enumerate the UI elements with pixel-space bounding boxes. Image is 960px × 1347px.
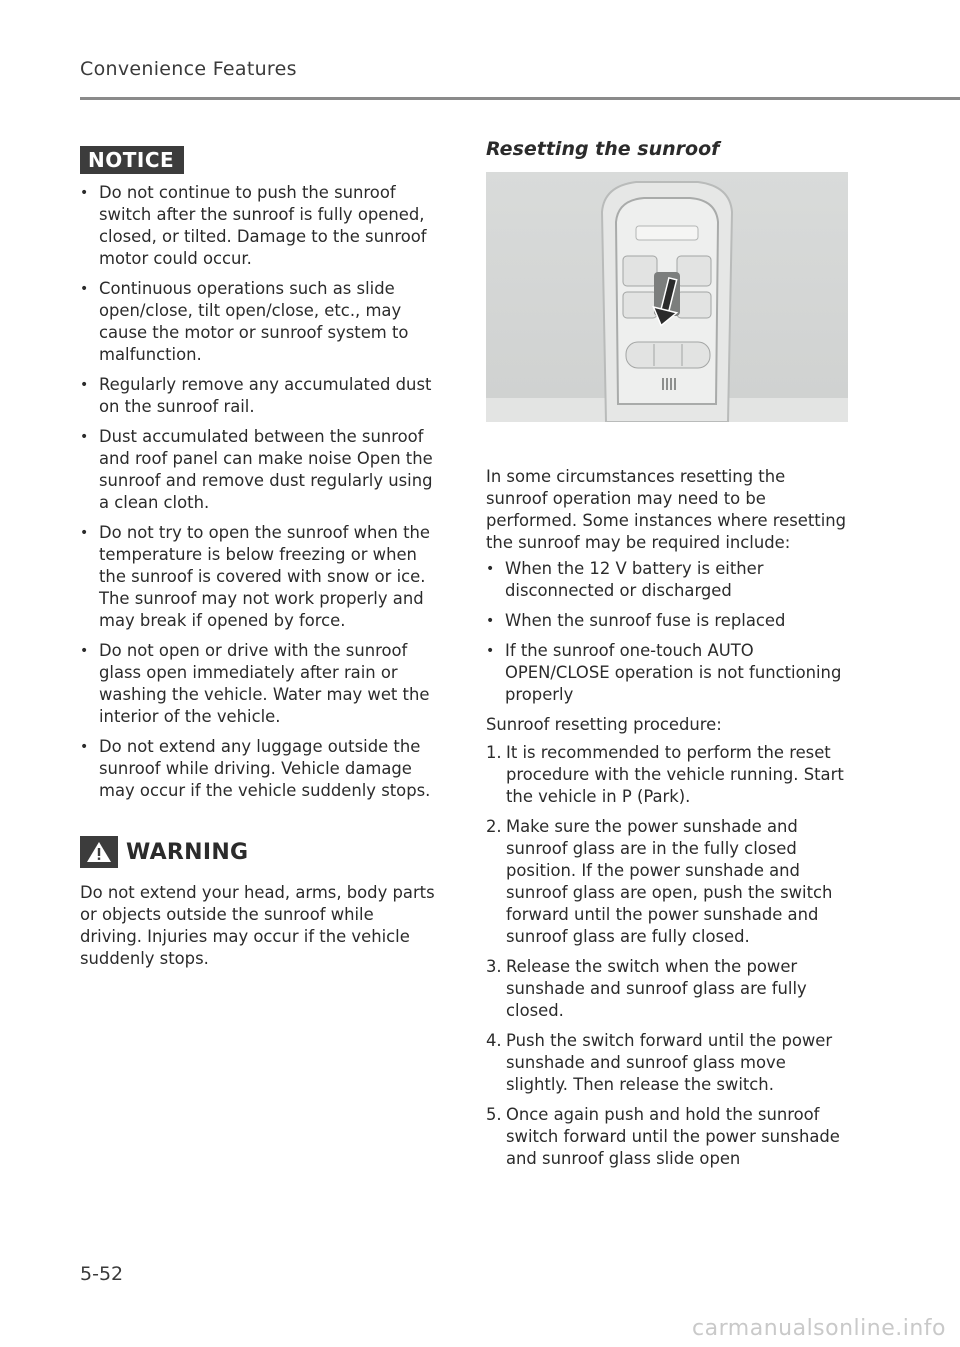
left-column (80, 146, 440, 970)
procedure-step (486, 956, 850, 1022)
procedure-step (486, 1104, 850, 1170)
reset-conditions-list (486, 558, 850, 706)
notice-item: • Do not open or drive with the sunroof glass open immediately after rain or washing the vehicle. Water may wet the interior of the vehicle. (80, 640, 440, 728)
right-column (486, 138, 850, 1178)
notice-item: • Do not try to open the sunroof when the temperature is below freezing or when the sunroof is covered with snow or ice. The sunroof may not work properly and may break if opened by force. (80, 522, 440, 632)
procedure-step (486, 816, 850, 948)
step-text: Make sure the power sunshade and sunroof glass are in the fully closed position. If the power sunshade and sunroof glass are open, push the switch forward until the power sunshade and sunroof glass are fully closed. (506, 817, 833, 946)
step-text: Push the switch forward until the power sunshade and sunroof glass move slightly. Then release the switch. (506, 1031, 833, 1094)
overhead-console-illustration (486, 172, 848, 422)
warning-triangle-icon (80, 836, 118, 868)
procedure-steps (486, 742, 850, 1170)
procedure-step (486, 1030, 850, 1096)
warning-title: WARNING (126, 839, 249, 865)
warning-header (80, 836, 440, 868)
step-text: Release the switch when the power sunshade and sunroof glass are fully closed. (506, 957, 807, 1020)
notice-label: NOTICE (80, 146, 184, 174)
step-text: Once again push and hold the sunroof switch forward until the power sunshade and sunroof glass slide open (506, 1105, 840, 1168)
reset-intro-text: In some circumstances resetting the sunroof operation may need to be performed. Some instances where resetting the sunroof may be required include: (486, 467, 847, 552)
step-number: 1. (486, 743, 502, 762)
page-header-title: Convenience Features (80, 58, 297, 80)
procedure-title: Sunroof resetting procedure: (486, 715, 722, 734)
notice-list (80, 182, 440, 802)
header-divider (80, 97, 960, 100)
reset-condition-item: • When the 12 V battery is either disconnected or discharged (486, 558, 850, 602)
notice-item: • Continuous operations such as slide open/close, tilt open/close, etc., may cause the motor or sunroof system to malfunction. (80, 278, 440, 366)
notice-item: • Regularly remove any accumulated dust on the sunroof rail. (80, 374, 440, 418)
step-number: 3. (486, 957, 502, 976)
watermark: carmanualsonline.info (692, 1316, 946, 1341)
reset-condition-item: • When the sunroof fuse is replaced (486, 610, 850, 632)
notice-item: • Dust accumulated between the sunroof and roof panel can make noise Open the sunroof and remove dust regularly using a clean cloth. (80, 426, 440, 514)
page-number: 5-52 (80, 1263, 124, 1285)
notice-item: • Do not continue to push the sunroof switch after the sunroof is fully opened, closed, or tilted. Damage to the sunroof motor could occur. (80, 182, 440, 270)
procedure-step (486, 742, 850, 808)
section-title: Resetting the sunroof (486, 138, 720, 160)
step-number: 4. (486, 1031, 502, 1050)
step-text: It is recommended to perform the reset procedure with the vehicle running. Start the vehicle in P (Park). (506, 743, 844, 806)
step-number: 2. (486, 817, 502, 836)
reset-condition-item: • If the sunroof one-touch AUTO OPEN/CLOSE operation is not functioning properly (486, 640, 850, 706)
notice-item: • Do not extend any luggage outside the sunroof while driving. Vehicle damage may occur if the vehicle suddenly stops. (80, 736, 440, 802)
step-number: 5. (486, 1105, 502, 1124)
warning-text: Do not extend your head, arms, body parts or objects outside the sunroof while driving. Injuries may occur if the vehicle suddenly stops. (80, 883, 435, 968)
